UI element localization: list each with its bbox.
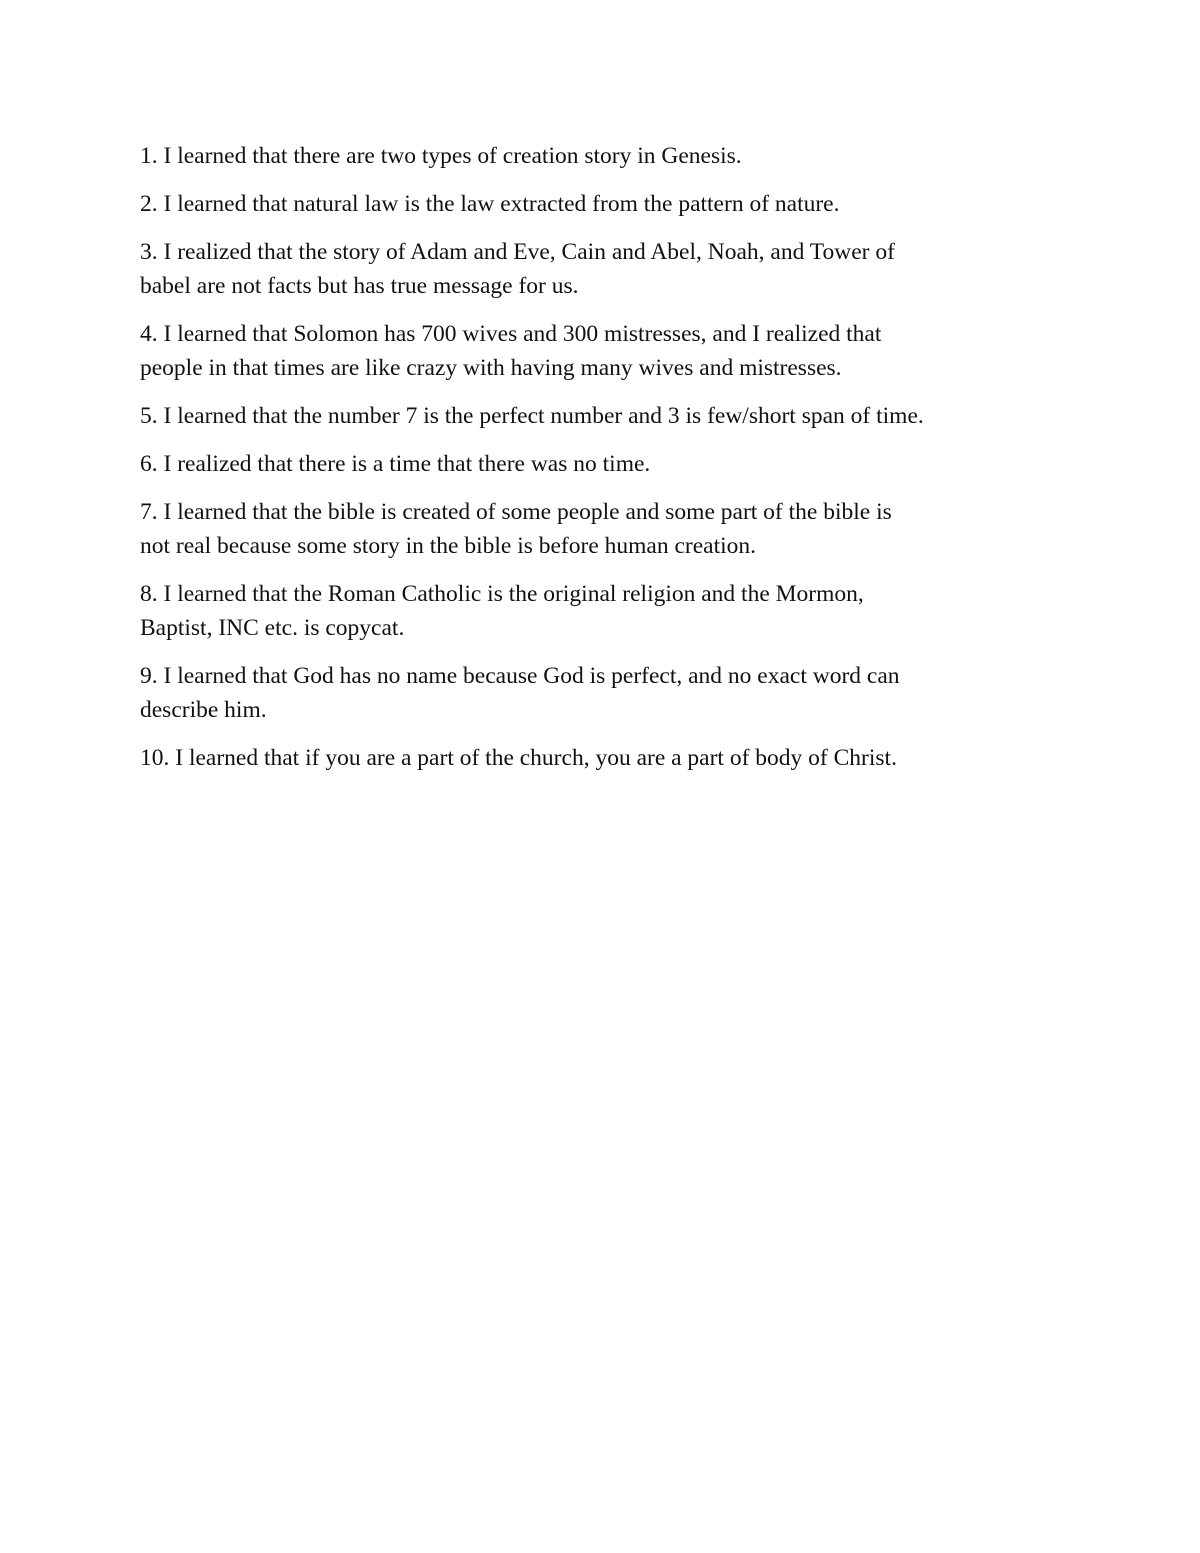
- list-item-line: 5. I learned that the number 7 is the perfect number and 3 is few/short span of time.: [140, 403, 924, 429]
- list-item: [140, 741, 1070, 775]
- list-item: [140, 187, 1070, 221]
- numbered-list: [140, 139, 1070, 789]
- list-item: [140, 577, 1070, 645]
- list-item: [140, 447, 1070, 481]
- list-item: [140, 399, 1070, 433]
- list-item-line: 7. I learned that the bible is created of some people and some part of the bible is: [140, 499, 892, 525]
- list-item-line: 9. I learned that God has no name because God is perfect, and no exact word can: [140, 663, 900, 689]
- list-item-line: 8. I learned that the Roman Catholic is the original religion and the Mormon,: [140, 581, 864, 607]
- list-item-line: 1. I learned that there are two types of creation story in Genesis.: [140, 143, 742, 169]
- list-item: [140, 235, 1070, 303]
- list-item-line: describe him.: [140, 697, 267, 723]
- list-item-line: 10. I learned that if you are a part of the church, you are a part of body of Christ.: [140, 745, 897, 771]
- list-item: [140, 317, 1070, 385]
- list-item-line: 4. I learned that Solomon has 700 wives and 300 mistresses, and I realized that: [140, 321, 882, 347]
- list-item: [140, 659, 1070, 727]
- list-item-line: Baptist, INC etc. is copycat.: [140, 615, 405, 641]
- list-item-line: babel are not facts but has true message for us.: [140, 273, 579, 299]
- list-item-line: not real because some story in the bible is before human creation.: [140, 533, 757, 559]
- list-item: [140, 495, 1070, 563]
- list-item-line: 6. I realized that there is a time that there was no time.: [140, 451, 651, 477]
- list-item-line: 2. I learned that natural law is the law extracted from the pattern of nature.: [140, 191, 840, 217]
- list-item-line: people in that times are like crazy with having many wives and mistresses.: [140, 355, 842, 381]
- list-item-line: 3. I realized that the story of Adam and Eve, Cain and Abel, Noah, and Tower of: [140, 239, 895, 265]
- list-item: [140, 139, 1070, 173]
